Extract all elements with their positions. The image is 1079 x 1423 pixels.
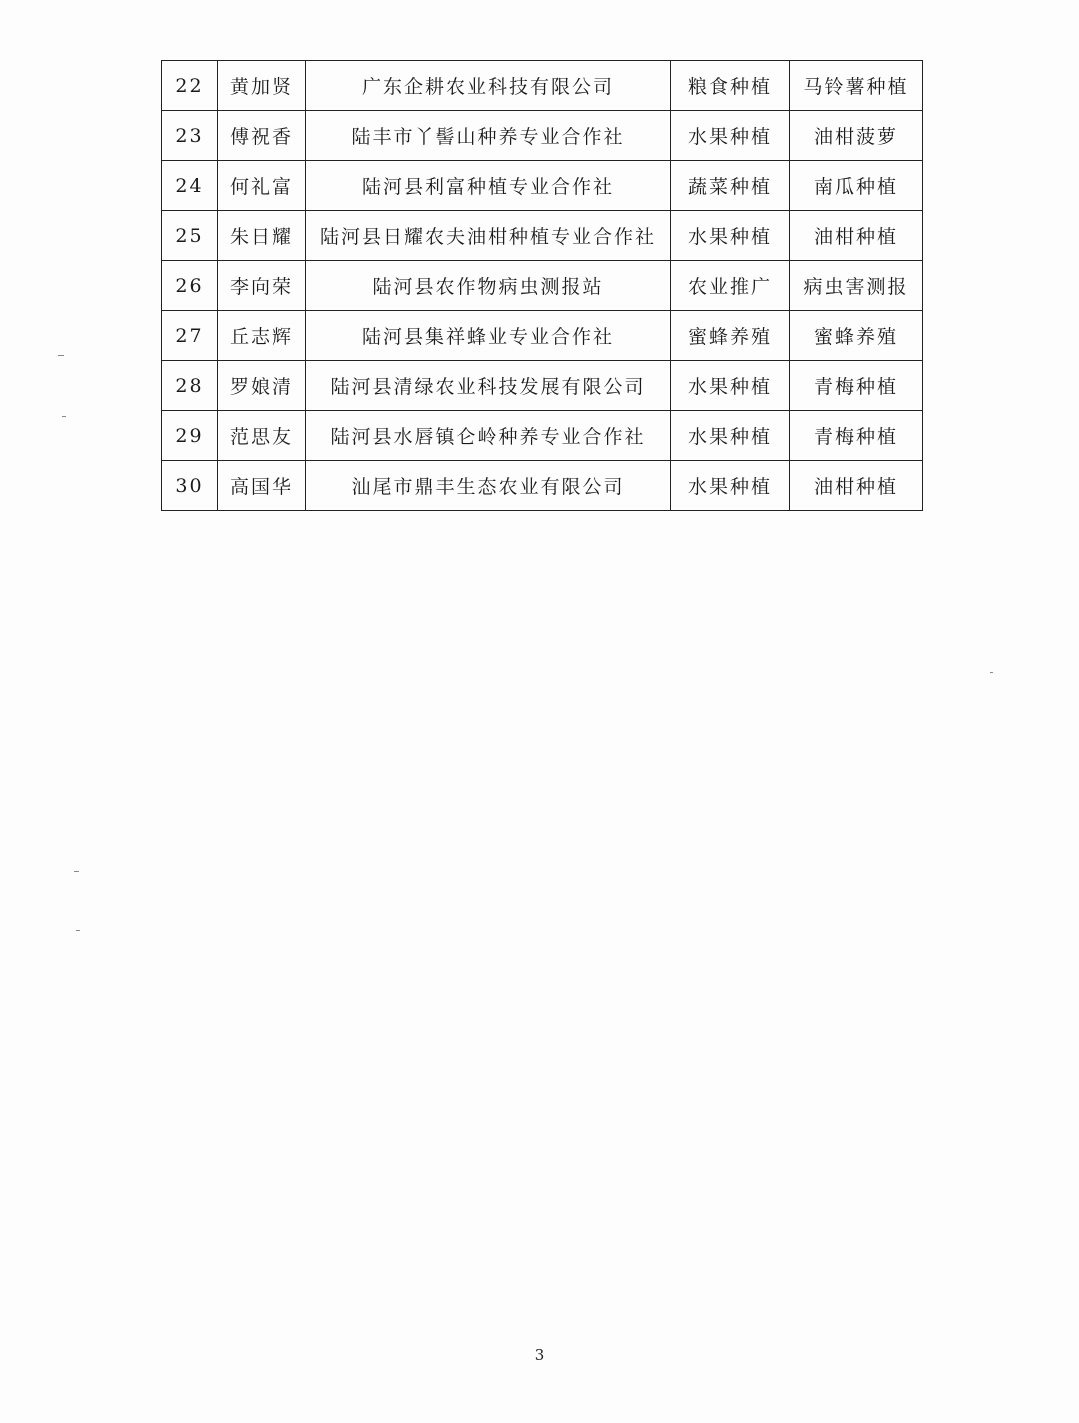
- category-cell: 水果种植: [671, 461, 790, 511]
- table-row: [162, 111, 923, 161]
- organization-cell: 陆河县清绿农业科技发展有限公司: [306, 361, 671, 411]
- category-cell: 水果种植: [671, 411, 790, 461]
- person-name-cell: 黄加贤: [218, 61, 306, 111]
- person-name-cell: 傅祝香: [218, 111, 306, 161]
- table-row: [162, 261, 923, 311]
- person-name-cell: 何礼富: [218, 161, 306, 211]
- row-number-cell: 24: [162, 161, 218, 211]
- specialty-cell: 蜜蜂养殖: [790, 311, 923, 361]
- category-cell: 粮食种植: [671, 61, 790, 111]
- row-number-cell: 29: [162, 411, 218, 461]
- specialty-cell: 油柑菠萝: [790, 111, 923, 161]
- specialty-cell: 马铃薯种植: [790, 61, 923, 111]
- organization-cell: 陆丰市丫髻山种养专业合作社: [306, 111, 671, 161]
- row-number-cell: 27: [162, 311, 218, 361]
- person-name-cell: 范思友: [218, 411, 306, 461]
- organization-cell: 汕尾市鼎丰生态农业有限公司: [306, 461, 671, 511]
- scan-speck: [76, 930, 80, 931]
- table-row: [162, 211, 923, 261]
- category-cell: 农业推广: [671, 261, 790, 311]
- category-cell: 水果种植: [671, 361, 790, 411]
- row-number-cell: 30: [162, 461, 218, 511]
- row-number-cell: 25: [162, 211, 218, 261]
- organization-cell: 陆河县水唇镇仑岭种养专业合作社: [306, 411, 671, 461]
- organization-cell: 陆河县利富种植专业合作社: [306, 161, 671, 211]
- scan-speck: [990, 672, 993, 673]
- category-cell: 蔬菜种植: [671, 161, 790, 211]
- person-name-cell: 丘志辉: [218, 311, 306, 361]
- specialty-cell: 青梅种植: [790, 361, 923, 411]
- person-name-cell: 朱日耀: [218, 211, 306, 261]
- person-name-cell: 罗娘清: [218, 361, 306, 411]
- row-number-cell: 23: [162, 111, 218, 161]
- specialty-cell: 青梅种植: [790, 411, 923, 461]
- specialty-cell: 油柑种植: [790, 211, 923, 261]
- table-row: [162, 361, 923, 411]
- row-number-cell: 22: [162, 61, 218, 111]
- category-cell: 蜜蜂养殖: [671, 311, 790, 361]
- row-number-cell: 26: [162, 261, 218, 311]
- roster-table: [161, 60, 923, 511]
- scan-speck: [62, 416, 66, 417]
- table-row: [162, 161, 923, 211]
- specialty-cell: 油柑种植: [790, 461, 923, 511]
- specialty-cell: 病虫害测报: [790, 261, 923, 311]
- table-row: [162, 461, 923, 511]
- row-number-cell: 28: [162, 361, 218, 411]
- organization-cell: 陆河县农作物病虫测报站: [306, 261, 671, 311]
- category-cell: 水果种植: [671, 211, 790, 261]
- table-row: [162, 311, 923, 361]
- table-row: [162, 411, 923, 461]
- person-name-cell: 高国华: [218, 461, 306, 511]
- organization-cell: 陆河县集祥蜂业专业合作社: [306, 311, 671, 361]
- person-name-cell: 李向荣: [218, 261, 306, 311]
- category-cell: 水果种植: [671, 111, 790, 161]
- organization-cell: 陆河县日耀农夫油柑种植专业合作社: [306, 211, 671, 261]
- scan-speck: [74, 871, 79, 872]
- scan-speck: [58, 355, 64, 356]
- roster-table-body: [162, 61, 923, 511]
- organization-cell: 广东企耕农业科技有限公司: [306, 61, 671, 111]
- table-row: [162, 61, 923, 111]
- specialty-cell: 南瓜种植: [790, 161, 923, 211]
- page-number: 3: [534, 1346, 545, 1364]
